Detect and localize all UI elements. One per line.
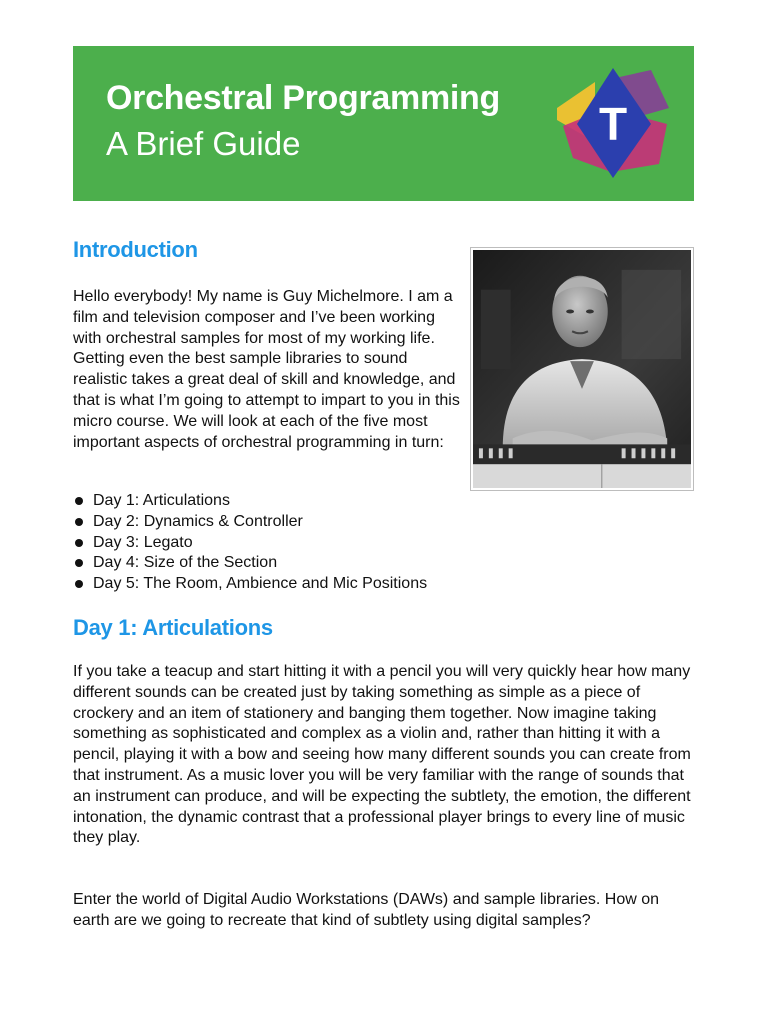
brand-t-logo-icon xyxy=(555,68,671,180)
header-banner xyxy=(73,46,694,201)
course-days-list xyxy=(73,491,427,595)
logo-letter: T xyxy=(598,98,628,150)
day1-paragraph: If you take a teacup and start hitting it with a pencil you will very quickly hear how many different sounds can be created just by taking something as simple as a piece of crockery and an item of stationery and banging them together. Now imagine taking something as sophisticated and complex as a violin and, rather than hitting it with a pencil, playing it with a bow and seeing how many different sounds you can create from that instrument. As a music lover you will be very familiar with the range of sounds that an instrument can produce, and will be expecting the subtlety, the emotion, the different intonation, the dynamic contrast that a professional player brings to every line of music they play. xyxy=(73,663,691,847)
daw-paragraph: Enter the world of Digital Audio Workstations (DAWs) and sample libraries. How on earth are we going to recreate that kind of subtlety using digital samples? xyxy=(73,891,660,929)
list-item: Day 4: Size of the Section xyxy=(73,553,427,574)
list-item: Day 3: Legato xyxy=(73,533,427,554)
introduction-paragraph: Hello everybody! My name is Guy Michelmore. I am a film and television composer and I’ve been working with orchestral samples for most of my working life. Getting even the best sample libraries to sound realistic takes a great deal of skill and knowledge, and that is what I’m going to attempt to impart to you in this micro course. We will look at each of the five most important aspects of orchestral programming in turn: xyxy=(73,288,460,451)
list-item: Day 1: Articulations xyxy=(73,491,427,512)
list-item: Day 2: Dynamics & Controller xyxy=(73,512,427,533)
introduction-heading: Introduction xyxy=(73,237,198,262)
author-photo xyxy=(470,247,694,491)
document-subtitle: A Brief Guide xyxy=(106,125,301,162)
day1-heading: Day 1: Articulations xyxy=(73,615,273,640)
list-item: Day 5: The Room, Ambience and Mic Positions xyxy=(73,574,427,595)
document-title: Orchestral Programming xyxy=(106,79,500,117)
